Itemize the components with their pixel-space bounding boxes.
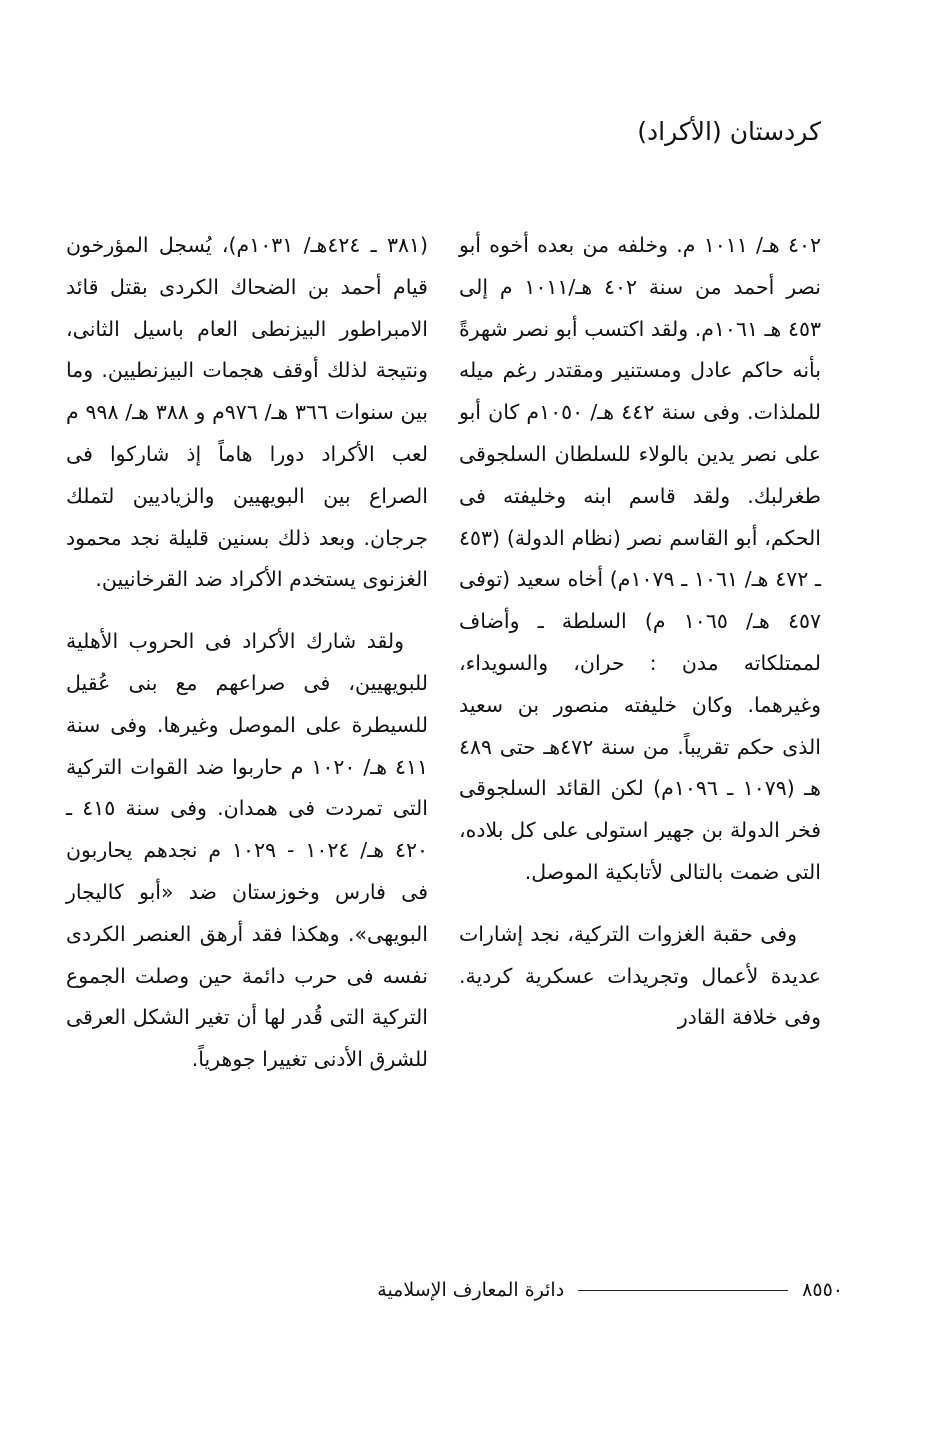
page-number: ٨٥٥٠ (802, 1279, 843, 1301)
paragraph: ولقد شارك الأكراد فى الحروب الأهلية للبويهيين، فى صراعهم مع بنى عُقيل للسيطرة على الموصل وغيرها. وفى سنة ٤١١ هـ/ ١٠٢٠ م حاربوا ضد القوات التركية التى تمردت فى همدان. وفى سنة ٤١٥ ـ ٤٢٠ هـ/ ١٠٢٤ - ١٠٢٩ م نجدهم يحاربون فى فارس وخوزستان ضد «أبو كاليجار البويهى». وهكذا فقد أرهق العنصر الكردى نفسه فى حرب دائمة حين وصلت الجموع التركية التى قُدر لها أن تغير الشكل العرقى للشرق الأدنى تغييرا جوهرياً. (66, 629, 428, 1072)
running-header: كردستان (الأكراد) (637, 117, 821, 146)
paragraph: ٤٠٢ هـ/ ١٠١١ م. وخلفه من بعده أخوه أبو نصر أحمد من سنة ٤٠٢ هـ/١٠١١ م إلى ٤٥٣ هـ ١٠٦١م. ولقد اكتسب أبو نصر شهرةً بأنه حاكم عادل ومستنير ومقتدر رغم ميله للملذات. وفى سنة ٤٤٢ هـ/ ١٠٥٠م كان أبو على نصر يدين بالولاء للسلطان السلجوقى طغرلبك. ولقد قاسم ابنه وخليفته فى الحكم، أبو القاسم نصر (نظام الدولة) (٤٥٣ ـ ٤٧٢ هـ/ ١٠٦١ ـ ١٠٧٩م) أخاه سعيد (توفى ٤٥٧ هـ/ ١٠٦٥ م) السلطة ـ وأضاف لممتلكاته مدن : حران، والسويداء، وغيرهما. وكان خليفته منصور بن سعيد الذى حكم تقريباً. من سنة ٤٧٢هـ حتى ٤٨٩ هـ (١٠٧٩ ـ ١٠٩٦م) لكن القائد السلجوقى فخر الدولة بن جهير استولى على كل بلاده، التى ضمت بالتالى لأتابكية الموصل. (459, 233, 821, 884)
footer-source: دائرة المعارف الإسلامية (377, 1279, 565, 1301)
text-column-right (459, 225, 821, 1039)
footer-rule (578, 1290, 788, 1291)
page-footer (93, 1270, 843, 1310)
paragraph: وفى حقبة الغزوات التركية، نجد إشارات عديدة لأعمال وتجريدات عسكرية كردية. وفى خلافة القادر (459, 921, 821, 1030)
paragraph: (٣٨١ ـ ٤٢٤هـ/ ١٠٣١م)، يُسجل المؤرخون قيام أحمد بن الضحاك الكردى بقتل قائد الامبراطور البيزنطى العام باسيل الثانى، ونتيجة لذلك أوقف هجمات البيزنطيين. وما بين سنوات ٣٦٦ هـ/ ٩٧٦م و ٣٨٨ هـ/ ٩٩٨ م لعب الأكراد دورا هاماً إذ شاركوا فى الصراع بين البويهيين والزياديين لتملك جرجان. وبعد ذلك بسنين قليلة نجد محمود الغزنوى يستخدم الأكراد ضد القرخانيين. (66, 233, 429, 592)
text-column-left (66, 225, 428, 1081)
